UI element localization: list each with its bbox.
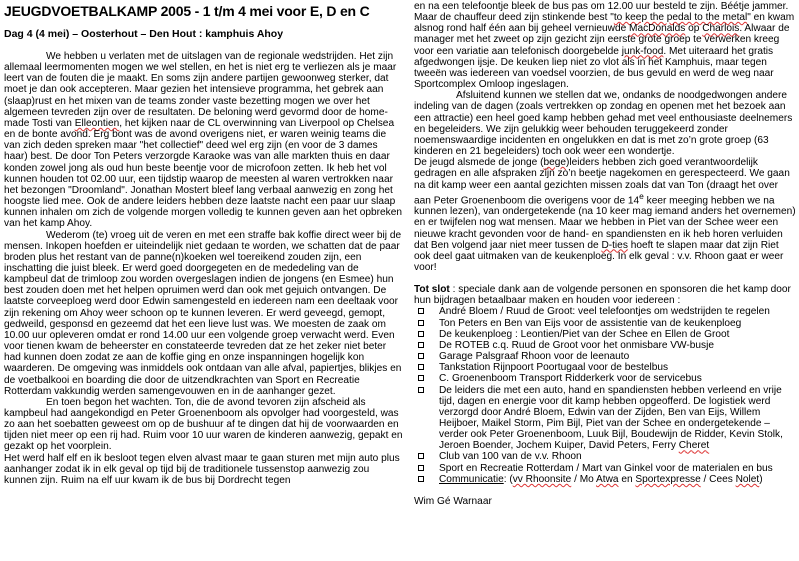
list-item: De keukenploeg : Leontien/Piet van der Schee en Ellen de Groot — [414, 329, 796, 340]
checkbox-bullet-icon — [418, 320, 424, 326]
checkbox-bullet-icon — [418, 331, 424, 337]
page-title: JEUGDVOETBALKAMP 2005 - 1 t/m 4 mei voor E, D en C — [4, 3, 370, 19]
list-item: Club van 100 van de v.v. Rhoon — [414, 451, 796, 462]
checkbox-bullet-icon — [418, 364, 424, 370]
paragraph: Het werd half elf en ik besloot tegen elven alvast maar te gaan sturen met mijn auto plus aanhanger zodat ik in elk geval op tijd bij de traditionele tussenstop aanwezig zou kunnen zijn. Ruim na elf uur kwam ik de bus bij Dordrecht tegen — [4, 452, 400, 486]
paragraph: Afsluitend kunnen we stellen dat we, ondanks de noodgedwongen andere indeling van de dagen (zoals vertrekken op zondag en openen met het bezoek aan een attractie) een heel goed kamp hebben gehad met veel enthousiaste deelnemers en begeleiders. We zijn gelukkig weer behouden teruggekeerd zonder noemenswaardige incidenten en ongelukken en dat is met zo’n grote groep (63 kinderen en 21 begeleiders) toch ook weer een wondertje. — [414, 90, 793, 158]
paragraph: en na een telefoontje bleek de bus pas om 12.00 uur besteld te zijn. Béétje jammer. Maar de chauffeur deed zijn stinkende best "to keep the pedal to the metal" en kwam alsnog rond half één aan bij geheel vernieuwde MacDonalds op Charlois. Alwaar de manager met het zweet op zijn gezicht zijn eerste grote groep te verwerken kreeg voor een variatie aan telefonisch doorgebelde junk-food. Met uiteraard het gratis afgedwongen ijsje. De keuken liep niet zo vlot als in het Kamphuis, maar tegen tweeën was iedereen van voedsel voorzien, de bus gevuld en werd de weg naar Sportcomplex Omloop ingeslagen. — [414, 1, 795, 91]
list-item: Tankstation Rijnpoort Poortugaal voor de bestelbus — [414, 362, 796, 373]
checkbox-bullet-icon — [418, 308, 424, 314]
list-item: Sport en Recreatie Rotterdam / Mart van Ginkel voor de materialen en bus — [414, 463, 796, 474]
paragraph: De jeugd alsmede de jonge (bege)leiders hebben zich goed verantwoordelijk gedragen en alle afspraken zijn zo’n beetje nagekomen en gerespecteerd. We gaan na dit kamp weer een aantal gezichten missen zoals dat van Ton (draagt het over aan Peter Groenenboom die overigens voor de 14e keer meeging hebben we na kunnen lezen), van ondergetekende (na 10 keer mag iemand anders het overnemen) en er twijfelen nog wat mensen. Maar we hebben in Piet van der Schee weer een nieuwe kracht gevonden voor de hand- en spandiensten en ik heb horen verluiden dat Ben volgend jaar niet meer tussen de D-ties hoeft te slapen maar dat zijn Riet ook deel gaat uitmaken van de keukenploeg. In elk geval : v.v. Rhoon gaat er weer voor! — [414, 157, 796, 273]
list-item: De ROTEB c.q. Ruud de Groot voor het onmisbare VW-busje — [414, 340, 796, 351]
left-column — [4, 28, 403, 486]
list-item: De leiders die met een auto, hand en spandiensten hebben verleend en vrije tijd, dagen en energie voor dit kamp hebben opgeofferd. De logistiek werd verzorgd door André Bloem, Edwin van der Zijden, Ben van Eijs, Willem Heijboer, Maikel Storm, Pim Bijl, Piet van der Schee en ondergetekende – verder ook Peter Groenenboom, Luuk Bijl, Boudewijn de Ridder, Kevin Stolk, Jeroen Boender, Jochem Kuiper, David Peters, Ferry Cheret — [414, 385, 796, 452]
tot-slot-label: Tot slot — [414, 284, 450, 296]
signature: Wim Gé Warnaar — [414, 495, 492, 507]
list-item: Communicatie: (vv Rhoonsite / Mo Atwa en Sportexpresse / Cees Nolet) — [414, 474, 796, 485]
thanks-intro: Tot slot : speciale dank aan de volgende personen en sponsoren die het kamp door hun bijdragen betaalbaar maken en houden voor iedereen : — [414, 284, 791, 307]
checkbox-bullet-icon — [418, 375, 424, 381]
list-item: Garage Palsgraaf Rhoon voor de leenauto — [414, 351, 796, 362]
sponsor-list — [414, 306, 796, 485]
day-subtitle: Dag 4 (4 mei) – Oosterhout – Den Hout : kamphuis Ahoy — [4, 28, 284, 40]
paragraph: We hebben u verlaten met de uitslagen van de regionale wedstrijden. Het zijn allemaal leermomenten mogen we wel stellen, en het is niet erg te verliezen als je maar leert van de fouten die je maakt. En soms zijn andere partijen gewoonweg sterker, dat moet je dan ook accepteren. Maar gezien het intensieve programma, het gebrek aan (slaap)rust en het mixen van de teams zonder vaste bezetting mogen we over het algemeen tevreden zijn over de resultaten. De beloning werd gevormd door de home-made Tosti van Elleontien, het kijken naar de CL overwinning van Liverpool op Chelsea en de bonte avond. Erg bont was de avond overigens niet, er waren weinig teams die van zich deden spreken maar "het collectief" deed wel erg zijn (en voor de 3 dames haar) best. De door Ton Peters verzorgde Karaoke was van alle markten thuis en daar konden zowel jong als oud hun beste beentje voor de microfoon zetten. Ik heb het vol kunnen houden tot 02.00 uur, een tijdstip waarop de meesten al waren vertrokken naar het bezongen "Droomland". Jonathan Mostert bleef lang verbaal aanwezig en zong het hoogste lied mee. Ook de andere leiders hebben deze laatste nacht een paar uur slaap kunnen inhalen om zich de volgende morgen volledig te kunnen geven aan het opbreken van het kamp Ahoy. — [4, 51, 402, 230]
list-item: Ton Peters en Ben van Eijs voor de assistentie van de keukenploeg — [414, 318, 796, 329]
checkbox-bullet-icon — [418, 476, 424, 482]
right-column — [414, 1, 796, 507]
checkbox-bullet-icon — [418, 342, 424, 348]
checkbox-bullet-icon — [418, 465, 424, 471]
paragraph: Wederom (te) vroeg uit de veren en met een straffe bak koffie direct weer bij de mensen. Inkopen hoefden er uiteindelijk niet gedaan te worden, we schatten dat de paar broden plus het restant van de panne(n)koeken wel toereikend zouden zijn, een inschatting die juist bleek. Er werd goed doorgegeten en de mededeling van de kampbeul dat de trimloop zou worden overgeslagen indien de jongens (en Esmee) hun best zouden doen met het helpen opruimen werd dan ook met gejuich ontvangen. De laatste corveeploeg werd door Edwin samengesteld en iedereen nam een deeltaak voor zijn rekening om Ahoy weer schoon op te kunnen leveren. Er werd geveegd, gemopt, gedweild, gesponsd en gezeemd dat het een lieve lust was. We moesten de zaak om 10.00 uur opleveren omdat er rond 14.00 uur een volgende groep verwacht werd. Even voor tienen kwam de beheerster en constateerde tevreden dat ze het zeker niet beter had kunnen doen zodat ze aan de koffie ging en onze inspanningen hogelijk kon waarderen. De omgeving was inmiddels ook ontdaan van alle afval, papiertjes, blikjes en de voetbalkooi en boarding die door de uitzendkrachten van Sport en Recreatie Rotterdam vakkundig werden samengevouwen en in de aanhanger gezet. — [4, 229, 402, 397]
checkbox-bullet-icon — [418, 387, 424, 393]
paragraph: En toen begon het wachten. Ton, die de avond tevoren zijn afscheid als kampbeul had aangekondigd en Peter Groenenboom als opvolger had voorgesteld, was zo aan het soebatten geweest om op de bushuur af te dingen dat hij de voorwaarden en tijden niet meer op een rij had. Ruim voor 10 uur waren de kinderen aanwezig, gepakt en gezakt op het voorplein. — [4, 396, 403, 453]
checkbox-bullet-icon — [418, 453, 424, 459]
list-item: André Bloem / Ruud de Groot: veel telefoontjes om wedstrijden te regelen — [414, 306, 796, 317]
checkbox-bullet-icon — [418, 353, 424, 359]
list-item: C. Groenenboom Transport Ridderkerk voor de servicebus — [414, 373, 796, 384]
